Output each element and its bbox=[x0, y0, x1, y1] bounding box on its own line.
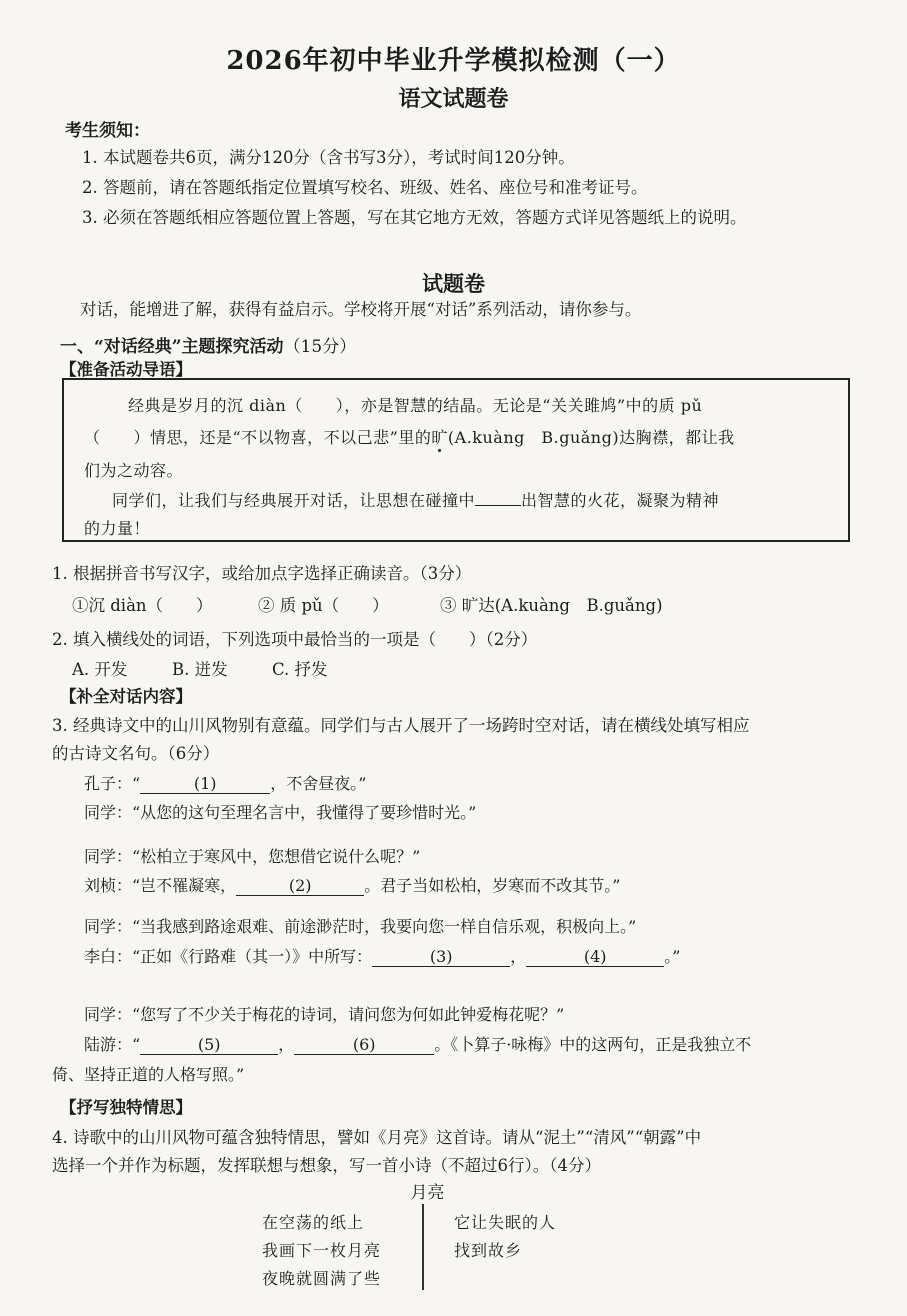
notice-item-1: 1. 本试题卷共6页，满分120分（含书写3分），考试时间120分钟。 bbox=[82, 148, 575, 167]
answer-blank-5[interactable]: (5) bbox=[140, 1036, 278, 1055]
dialog-heading: 【补全对话内容】 bbox=[60, 687, 192, 706]
passage-line-1: 经典是岁月的沉 diàn（ ），亦是智慧的结晶。无论是“关关雎鸠”中的质 pǔ bbox=[128, 396, 703, 415]
dialog-libai bbox=[84, 944, 680, 967]
liuzhen-prefix: 刘桢：“岂不罹凝寒， bbox=[84, 876, 237, 895]
libai-prefix: 李白：“正如《行路难（其一）》中所写： bbox=[84, 947, 373, 966]
section-title: 试题卷 bbox=[422, 271, 485, 296]
passage-line-4-end: 出智慧的火花，凝聚为精神 bbox=[521, 491, 720, 510]
exam-title: 2026年初中毕业升学模拟检测（一） bbox=[226, 46, 681, 76]
dialog-student-3: 同学：“当我感到路途艰难、前途渺茫时，我要向您一样自信乐观，积极向上。” bbox=[84, 917, 637, 936]
passage-line-3: 们为之动容。 bbox=[84, 461, 184, 480]
poem-left-line-3: 夜晚就圆满了些 bbox=[262, 1269, 382, 1288]
luyou-prefix: 陆游：“ bbox=[84, 1035, 141, 1054]
answer-blank-2[interactable]: (2) bbox=[236, 877, 364, 896]
q1-item-3: ③ 旷达(A.kuàng B.guǎng) bbox=[440, 596, 663, 615]
passage-line-2-text: （ ）情思，还是“不以物喜，不以己悲”里的 bbox=[84, 428, 432, 447]
libai-separator: ， bbox=[510, 947, 527, 966]
part1-title: 一、“对话经典”主题探究活动 bbox=[60, 337, 284, 357]
answer-blank-1[interactable]: (1) bbox=[140, 775, 270, 794]
prep-heading: 【准备活动导语】 bbox=[60, 360, 192, 379]
question-3-line-1: 3. 经典诗文中的山川风物别有意蕴。同学们与古人展开了一场跨时空对话，请在横线处填写相应 bbox=[52, 716, 750, 735]
kuang-options: (A.kuàng B.guǎng) bbox=[447, 428, 620, 447]
notice-heading: 考生须知： bbox=[65, 121, 150, 141]
intro-text: 对话，能增进了解，获得有益启示。学校将开展“对话”系列活动，请你参与。 bbox=[80, 300, 642, 319]
question-2: 2. 填入横线处的词语，下列选项中最恰当的一项是（ ）（2分） bbox=[52, 630, 538, 649]
q2-option-a: A. 开发 bbox=[72, 660, 128, 679]
answer-blank-3[interactable]: (3) bbox=[372, 948, 510, 967]
kongzi-prefix: 孔子：“ bbox=[84, 774, 141, 793]
luyou-separator: ， bbox=[278, 1035, 295, 1054]
notice-item-2: 2. 答题前，请在答题纸指定位置填写校名、班级、姓名、座位号和准考证号。 bbox=[82, 178, 648, 197]
kuang-dotted-char: 旷 bbox=[431, 428, 448, 447]
write-heading: 【抒写独特情思】 bbox=[60, 1098, 192, 1117]
exam-subtitle: 语文试题卷 bbox=[398, 86, 509, 112]
passage-line-2-end: 达胸襟，都让我 bbox=[619, 428, 735, 447]
dialog-student-4: 同学：“您写了不少关于梅花的诗词，请问您为何如此钟爱梅花呢？” bbox=[84, 1005, 565, 1024]
question-4-line-2: 选择一个并作为标题，发挥联想与想象，写一首小诗（不超过6行）。（4分） bbox=[52, 1156, 601, 1175]
liuzhen-suffix: 。君子当如松柏，岁寒而不改其节。” bbox=[364, 876, 621, 895]
poem-left-line-2: 我画下一枚月亮 bbox=[262, 1241, 382, 1260]
dialog-student-2: 同学：“松柏立于寒风中，您想借它说什么呢？” bbox=[84, 847, 421, 866]
luyou-suffix: 。《卜算子·咏梅》中的这两句，正是我独立不 bbox=[434, 1035, 752, 1054]
poem-divider bbox=[422, 1204, 424, 1290]
libai-suffix: 。” bbox=[664, 947, 681, 966]
passage-blank[interactable] bbox=[475, 505, 521, 506]
question-1: 1. 根据拼音书写汉字，或给加点字选择正确读音。（3分） bbox=[52, 564, 472, 583]
dialog-student-1: 同学：“从您的这句至理名言中，我懂得了要珍惜时光。” bbox=[84, 803, 477, 822]
kongzi-suffix: ，不舍昼夜。” bbox=[270, 774, 367, 793]
passage-line-4 bbox=[112, 488, 719, 511]
poem-left-line-1: 在空荡的纸上 bbox=[262, 1213, 365, 1232]
question-4-line-1: 4. 诗歌中的山川风物可蕴含独特情思，譬如《月亮》这首诗。请从“泥土”“清风”“朝露”中 bbox=[52, 1128, 702, 1147]
answer-blank-6[interactable]: (6) bbox=[294, 1036, 434, 1055]
dialog-liuzhen bbox=[84, 873, 620, 896]
poem-right-line-1: 它让失眠的人 bbox=[454, 1213, 557, 1232]
part1-score: （15分） bbox=[283, 337, 357, 357]
poem-title: 月亮 bbox=[410, 1183, 445, 1203]
q2-option-c: C. 抒发 bbox=[272, 660, 328, 679]
passage-line-5: 的力量！ bbox=[84, 519, 151, 538]
passage-line-2 bbox=[84, 425, 735, 448]
question-3-line-2: 的古诗文名句。（6分） bbox=[52, 744, 220, 763]
q1-item-2: ② 质 pǔ（ ） bbox=[258, 596, 389, 615]
q1-item-1: ①沉 diàn（ ） bbox=[72, 596, 213, 615]
notice-item-3: 3. 必须在答题纸相应答题位置上答题，写在其它地方无效，答题方式详见答题纸上的说明。 bbox=[82, 208, 747, 227]
answer-blank-4[interactable]: (4) bbox=[526, 948, 664, 967]
poem-right-line-2: 找到故乡 bbox=[454, 1241, 523, 1260]
passage-line-4-text: 同学们，让我们与经典展开对话，让思想在碰撞中 bbox=[112, 491, 476, 510]
dialog-kongzi bbox=[84, 771, 366, 794]
dialog-luyou-cont: 倚、坚持正道的人格写照。” bbox=[52, 1065, 245, 1084]
part1-heading bbox=[60, 332, 356, 357]
q2-option-b: B. 迸发 bbox=[172, 660, 228, 679]
dialog-luyou bbox=[84, 1032, 751, 1055]
